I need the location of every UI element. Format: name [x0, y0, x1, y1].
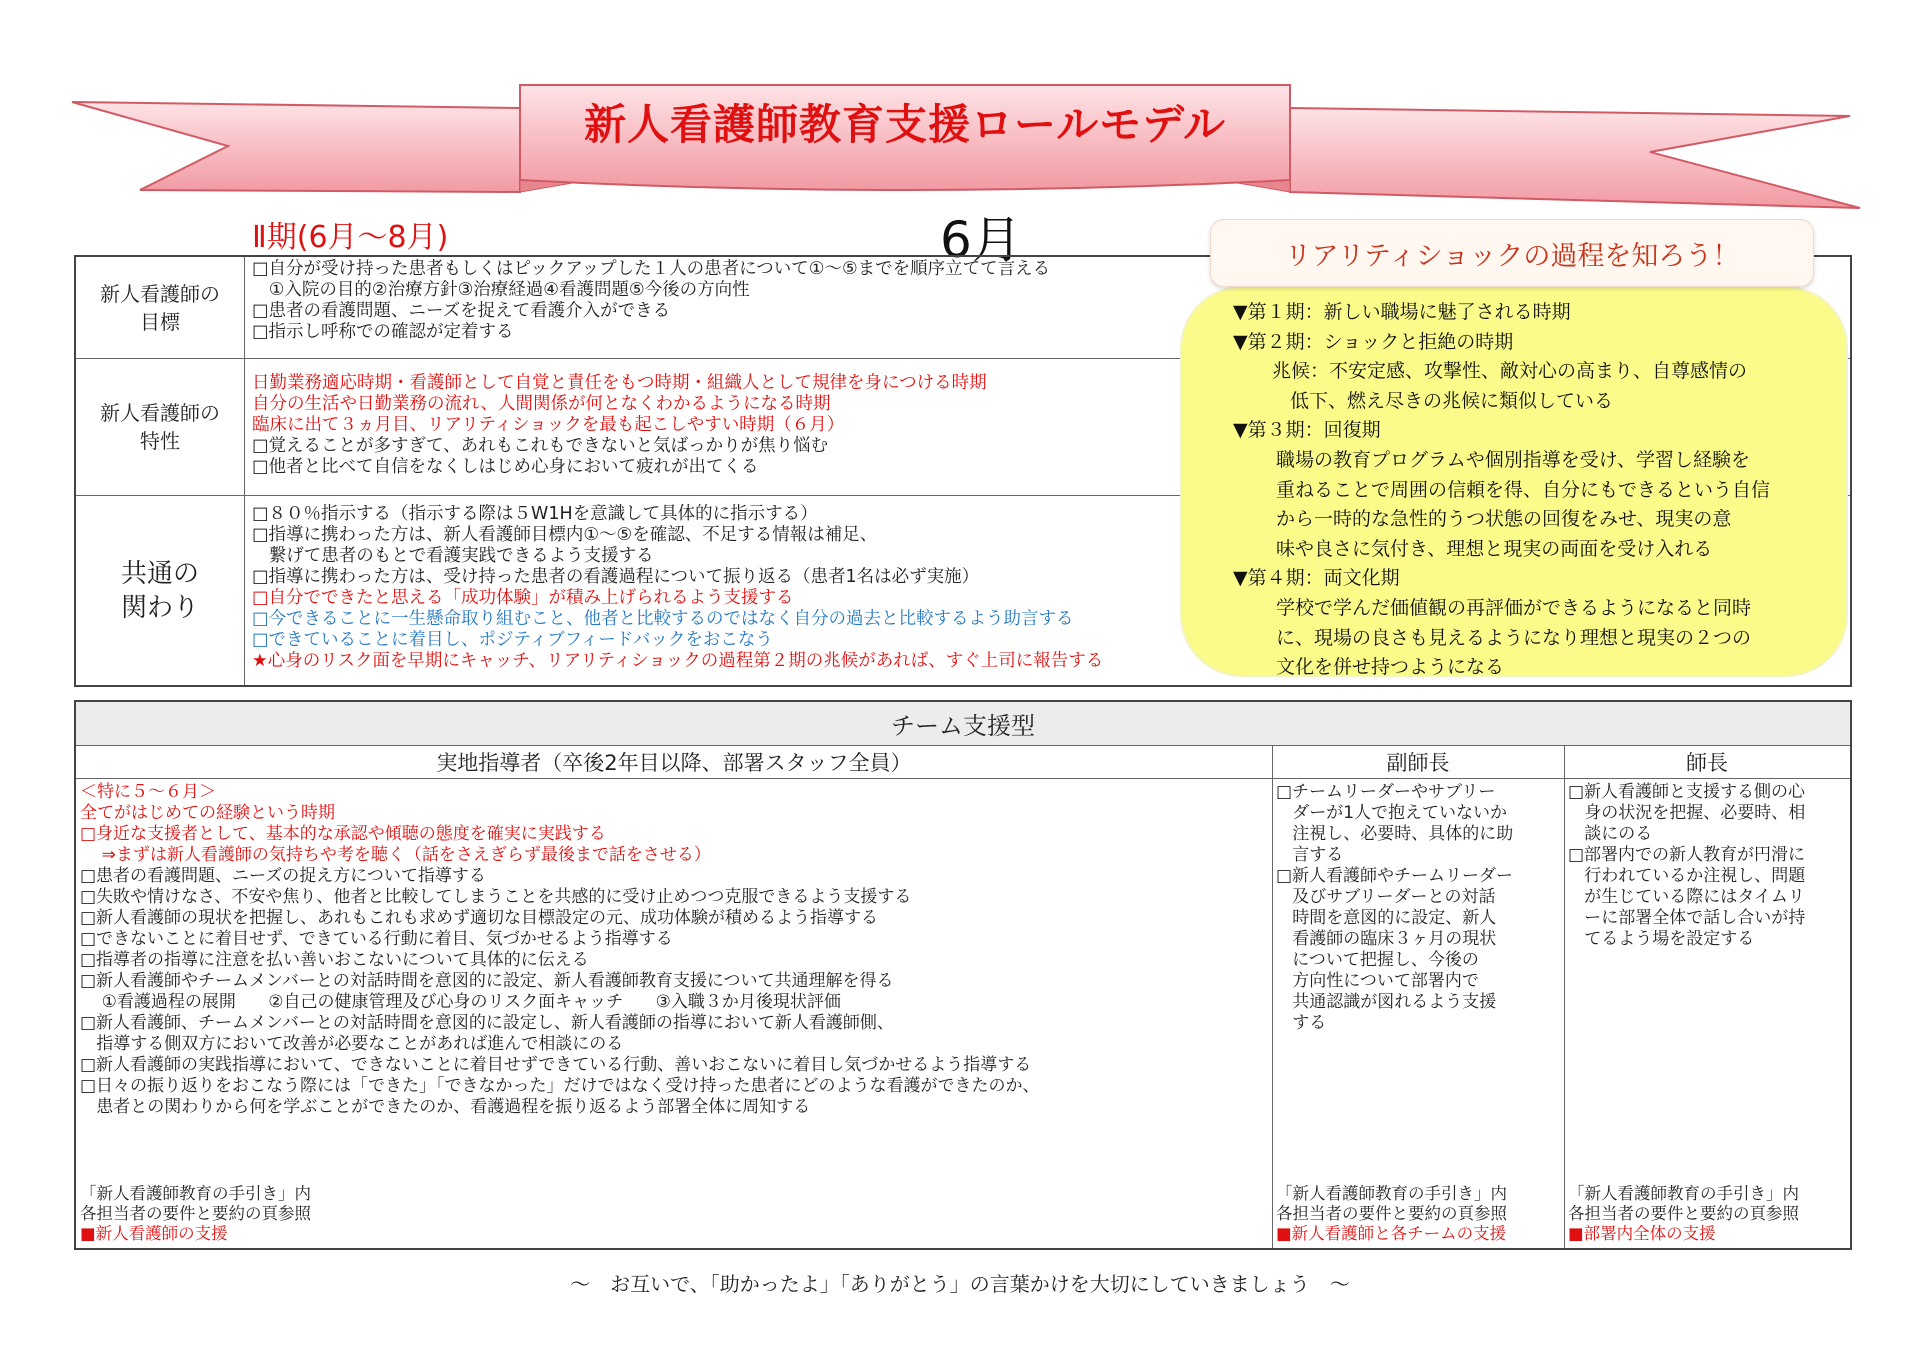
text-line: □できないことに着目せず、できている行動に着目、気づかせるよう指導する	[80, 929, 673, 949]
reality-shock-line: 重ねることで周囲の信頼を得、自分にもできるという自信	[1276, 478, 1771, 501]
text-line: □指導に携わった方は、受け持った患者の看護過程について振り返る（患者1名は必ず実施）	[252, 567, 980, 587]
text-line: □新人看護師の現状を把握し、あれもこれも求めず適切な目標設定の元、成功体験が積めるよう指導する	[80, 908, 879, 928]
text-line: □他者と比べて自信をなくしはじめ心身において疲れが出てくる	[252, 457, 759, 477]
banner-right-tail	[1290, 108, 1860, 208]
text-line: □患者の看護問題、ニーズを捉えて看護介入ができる	[252, 301, 671, 321]
text-line: 患者との関わりから何を学ぶことができたのか、看護過程を振り返るよう部署全体に周知する	[80, 1097, 811, 1117]
reference-line: 「新人看護師教育の手引き」内	[1568, 1184, 1799, 1203]
text-line: 時間を意図的に設定、新人	[1276, 908, 1497, 928]
footer-message: ～ お互いで、「助かったよ」「ありがとう」の言葉かけを大切にしていきましょう ～	[570, 1272, 1350, 1296]
reality-shock-line: 兆候：不安定感、攻撃性、敵対心の高まり、自尊感情の	[1272, 360, 1748, 383]
row-head-traits	[76, 359, 245, 495]
text-line: □指導者の指導に注意を払い善いおこないについて具体的に伝える	[80, 950, 589, 970]
reality-shock-line: 低下、燃え尽きの兆候に類似している	[1290, 389, 1614, 412]
text-line: 方向性について部署内で	[1276, 971, 1479, 991]
col-body-vice-manager	[1276, 782, 1513, 1034]
row-head-line: 特性	[140, 429, 180, 453]
text-line: □指示し呼称での確認が定着する	[252, 322, 514, 342]
text-line: 看護師の臨床３ヶ月の現状	[1276, 929, 1497, 949]
reference-line: ■新人看護師の支援	[80, 1224, 228, 1243]
col-head-vice-manager: 副師長	[1272, 746, 1564, 779]
text-line: 談にのる	[1568, 824, 1653, 844]
reality-shock-line: に、現場の良さも見えるようになり理想と現実の２つの	[1276, 626, 1752, 649]
text-line: 自分の生活や日勤業務の流れ、人間関係が何となくわかるようになる時期	[252, 394, 831, 414]
row-head-common	[76, 496, 245, 685]
reality-shock-title: リアリティショックの過程を知ろう！	[1210, 219, 1814, 287]
text-line: □新人看護師やチームメンバーとの対話時間を意図的に設定、新人看護師教育支援について共通理解を得る	[80, 971, 894, 991]
text-line: 注視し、必要時、具体的に助	[1276, 824, 1514, 844]
text-line: □チームリーダーやサブリー	[1276, 782, 1496, 802]
row-head-line: 新人看護師の	[100, 281, 220, 306]
row-head-line: 関わり	[120, 592, 199, 623]
col-head-manager: 師長	[1564, 746, 1850, 779]
row-head-line: 目標	[140, 309, 180, 334]
text-line: □日々の振り返りをおこなう際には「できた」「できなかった」だけではなく受け持った患者にどのような看護ができたのか、	[80, 1076, 1040, 1096]
text-line: ーに部署全体で話し合いが持	[1568, 908, 1806, 928]
text-line: □失敗や情けなさ、不安や焦り、他者と比較してしまうことを共感的に受け止めつつ克服できるよう支援する	[80, 887, 912, 907]
text-line: ダーが1人で抱えていないか	[1276, 803, 1508, 823]
reality-shock-line: ▼第３期：回復期	[1233, 419, 1381, 442]
text-line: 繋げて患者のもとで看護実践できるよう支援する	[252, 546, 654, 566]
team-support-title: チーム支援型	[76, 702, 1850, 746]
text-line: □身近な支援者として、基本的な承認や傾聴の態度を確実に実践する	[80, 824, 606, 844]
reality-shock-line: 学校で学んだ価値観の再評価ができるようになると同時	[1276, 597, 1752, 619]
text-line: □指導に携わった方は、新人看護師目標内①～⑤を確認、不足する情報は補足、	[252, 525, 878, 545]
text-line: 臨床に出て３ヵ月目、リアリティショックを最も起こしやすい時期（６月）	[252, 415, 845, 435]
text-line: □新人看護師の実践指導において、できないことに着目せずできている行動、善いおこないに着目し気づかせるよう指導する	[80, 1055, 1032, 1075]
col-body-preceptor	[80, 782, 1040, 1118]
ref-preceptor	[80, 1184, 311, 1244]
text-line: □患者の看護問題、ニーズの捉え方について指導する	[80, 866, 486, 886]
text-line: □自分が受け持った患者もしくはピックアップした１人の患者について①～⑤までを順序立てて言える	[252, 259, 1051, 279]
column-divider	[1564, 746, 1565, 1248]
reference-line: 各担当者の要件と要約の頁参照	[80, 1204, 311, 1223]
text-line: てるよう場を設定する	[1568, 929, 1755, 949]
text-line: □覚えることが多すぎて、あれもこれもできないと気ばっかりが焦り悩む	[252, 436, 829, 456]
ref-manager	[1568, 1184, 1799, 1244]
reality-shock-line: 文化を併せ持つようになる	[1276, 656, 1505, 679]
reality-shock-line: 職場の教育プログラムや個別指導を受け、学習し経験を	[1276, 449, 1751, 471]
text-line: 言する	[1276, 845, 1344, 865]
reference-line: 「新人看護師教育の手引き」内	[1276, 1184, 1507, 1203]
column-divider	[1272, 746, 1273, 1248]
text-line: □できていることに着目し、ポジティブフィードバックをおこなう	[252, 630, 773, 650]
row-head-line: 新人看護師の	[100, 401, 220, 425]
text-line: 全てがはじめての経験という時期	[80, 803, 335, 823]
text-line: □新人看護師やチームリーダー	[1276, 866, 1514, 886]
reality-shock-line: ▼第２期：ショックと拒絶の時期	[1233, 330, 1514, 353]
text-line: □８０％指示する（指示する際は５W1Hを意識して具体的に指示する）	[252, 504, 818, 524]
team-support-table	[74, 700, 1852, 1250]
text-line: □自分でできたと思える「成功体験」が積み上げられるよう支援する	[252, 588, 794, 608]
text-line: □新人看護師と支援する側の心	[1568, 782, 1806, 802]
reality-shock-line: から一時的な急性的うつ状態の回復をみせ、現実の意	[1276, 508, 1732, 531]
reality-shock-line: ▼第４期：両文化期	[1233, 567, 1400, 590]
text-line: 行われているか注視し、問題	[1568, 866, 1806, 886]
col-head-preceptor: 実地指導者（卒後2年目以降、部署スタッフ全員）	[76, 746, 1272, 779]
ref-vice-manager	[1276, 1184, 1507, 1244]
month-label: 6月	[940, 211, 1022, 269]
page-title: 新人看護師教育支援ロールモデル	[583, 100, 1227, 149]
text-line: □新人看護師、チームメンバーとの対話時間を意図的に設定し、新人看護師の指導において新人看護師側、	[80, 1013, 894, 1033]
row-head-line: 共通の	[120, 558, 199, 589]
reference-line: 各担当者の要件と要約の頁参照	[1568, 1204, 1799, 1223]
banner-left-tail	[72, 102, 520, 192]
reference-line: ■部署内全体の支援	[1568, 1224, 1716, 1243]
text-line: する	[1276, 1013, 1327, 1033]
reference-line: 各担当者の要件と要約の頁参照	[1276, 1204, 1507, 1223]
reality-shock-line: 味や良さに気付き、理想と現実の両面を受け入れる	[1276, 537, 1713, 560]
text-line: 共通認識が図れるよう支援	[1276, 992, 1497, 1012]
text-line: が生じている際にはタイムリ	[1568, 887, 1805, 907]
col-body-manager	[1568, 782, 1805, 950]
reference-line: ■新人看護師と各チームの支援	[1276, 1224, 1507, 1243]
text-line: ①看護過程の展開 ②自己の健康管理及び心身のリスク面キャッチ ③入職３か月後現状評価	[80, 992, 841, 1012]
text-line: 身の状況を把握、必要時、相	[1568, 803, 1806, 823]
text-line: ①入院の目的②治療方針③治療経過④看護問題⑤今後の方向性	[252, 280, 750, 300]
text-line: 指導する側双方において改善が必要なことがあれば進んで相談にのる	[80, 1034, 624, 1054]
row-head-goals	[76, 257, 245, 358]
text-line: 日勤業務適応時期・看護師として自覚と責任をもつ時期・組織人として規律を身につける時期	[252, 373, 987, 393]
period-label: Ⅱ期(6月～8月)	[252, 220, 449, 255]
text-line: について把握し、今後の	[1276, 950, 1479, 970]
text-line: □今できることに一生懸命取り組むこと、他者と比較するのではなく自分の過去と比較するよう助言する	[252, 609, 1074, 629]
text-line: 及びサブリーダーとの対話	[1276, 887, 1496, 907]
text-line: ⇒まずは新人看護師の気持ちや考を聴く（話をさえぎらず最後まで話をさせる）	[80, 845, 711, 865]
reference-line: 「新人看護師教育の手引き」内	[80, 1184, 311, 1203]
text-line: □部署内での新人教育が円滑に	[1568, 845, 1806, 865]
reality-shock-line: ▼第１期：新しい職場に魅了される時期	[1233, 301, 1571, 323]
text-line: ★心身のリスク面を早期にキャッチ、リアリティショックの過程第２期の兆候があれば、すぐ上司に報告する	[252, 651, 1104, 671]
text-line: ＜特に５～６月＞	[80, 782, 216, 802]
